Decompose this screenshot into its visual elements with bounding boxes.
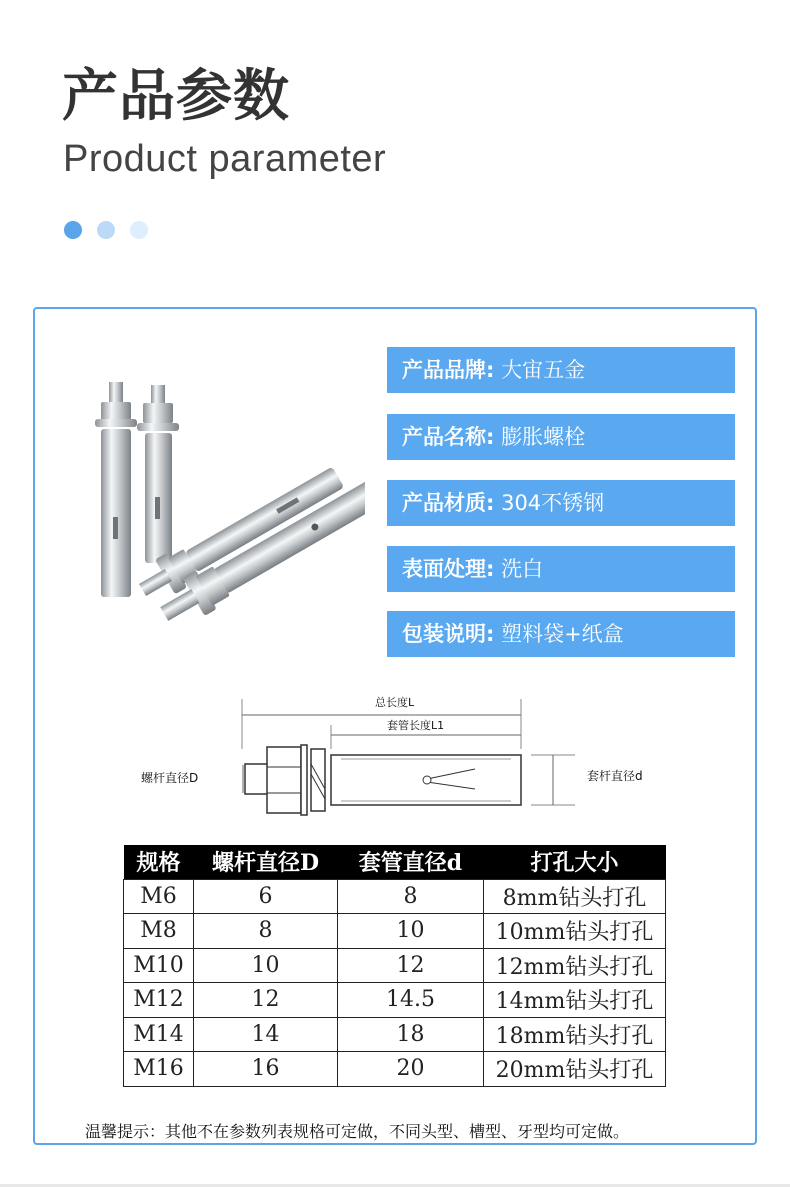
cell-hole: 20mm钻头打孔	[484, 1052, 666, 1087]
table-row	[124, 914, 666, 949]
spec-brand-value: 大宙五金	[494, 358, 586, 382]
cell-spec: M12	[124, 983, 194, 1018]
spec-packaging-value: 塑料袋+纸盒	[494, 622, 624, 646]
table-row	[124, 879, 666, 914]
decorative-dots	[64, 221, 148, 239]
dimension-diagram	[135, 689, 695, 839]
total-length-label: 总长度L	[375, 696, 415, 709]
table-row	[124, 1017, 666, 1052]
spec-brand	[387, 347, 735, 393]
cell-bolt: 12	[194, 983, 338, 1018]
dot-1	[64, 221, 82, 239]
cell-sleeve: 12	[338, 948, 484, 983]
cell-bolt: 14	[194, 1017, 338, 1052]
table-row	[124, 948, 666, 983]
spec-packaging	[387, 611, 735, 657]
cell-bolt: 8	[194, 914, 338, 949]
spec-surface-value: 洗白	[494, 557, 544, 581]
parameter-panel	[33, 307, 757, 1145]
cell-spec: M14	[124, 1017, 194, 1052]
spec-surface	[387, 546, 735, 592]
cell-hole: 8mm钻头打孔	[484, 879, 666, 914]
spec-name-label: 产品名称:	[402, 425, 495, 449]
page-subtitle: Product parameter	[63, 138, 387, 180]
cell-sleeve: 10	[338, 914, 484, 949]
spec-brand-label: 产品品牌:	[402, 358, 495, 382]
cell-hole: 10mm钻头打孔	[484, 914, 666, 949]
product-photo	[75, 377, 365, 627]
cell-sleeve: 8	[338, 879, 484, 914]
sleeve-length-label: 套管长度L1	[387, 719, 445, 732]
col-bolt-diameter: 螺杆直径D	[194, 845, 338, 879]
cell-spec: M6	[124, 879, 194, 914]
cell-hole: 18mm钻头打孔	[484, 1017, 666, 1052]
spec-name	[387, 414, 735, 460]
col-hole-size: 打孔大小	[484, 845, 666, 879]
cell-sleeve: 14.5	[338, 983, 484, 1018]
spec-name-value: 膨胀螺栓	[494, 425, 586, 449]
footnote: 温馨提示：其他不在参数列表规格可定做，不同头型、槽型、牙型均可定做。	[85, 1122, 630, 1141]
spec-material-label: 产品材质:	[402, 491, 495, 515]
spec-surface-label: 表面处理:	[402, 557, 495, 581]
cell-bolt: 6	[194, 879, 338, 914]
dot-2	[97, 221, 115, 239]
cell-bolt: 10	[194, 948, 338, 983]
bolt-drawing	[135, 689, 695, 839]
cell-hole: 14mm钻头打孔	[484, 983, 666, 1018]
col-spec: 规格	[124, 845, 194, 879]
cell-hole: 12mm钻头打孔	[484, 948, 666, 983]
spec-material	[387, 480, 735, 526]
cell-sleeve: 20	[338, 1052, 484, 1087]
spec-material-value: 304不锈钢	[494, 491, 605, 515]
table-row	[124, 1052, 666, 1087]
bolt-diameter-label: 螺杆直径D	[141, 771, 199, 785]
table-header-row	[124, 845, 666, 879]
spec-packaging-label: 包装说明:	[402, 622, 495, 646]
table-row	[124, 983, 666, 1018]
page-title: 产品参数	[62, 64, 290, 129]
sleeve-diameter-label: 套杆直径d	[587, 769, 643, 783]
col-sleeve-diameter: 套管直径d	[338, 845, 484, 879]
cell-spec: M8	[124, 914, 194, 949]
cell-sleeve: 18	[338, 1017, 484, 1052]
dot-3	[130, 221, 148, 239]
cell-spec: M10	[124, 948, 194, 983]
cell-spec: M16	[124, 1052, 194, 1087]
cell-bolt: 16	[194, 1052, 338, 1087]
size-table	[123, 845, 666, 1087]
